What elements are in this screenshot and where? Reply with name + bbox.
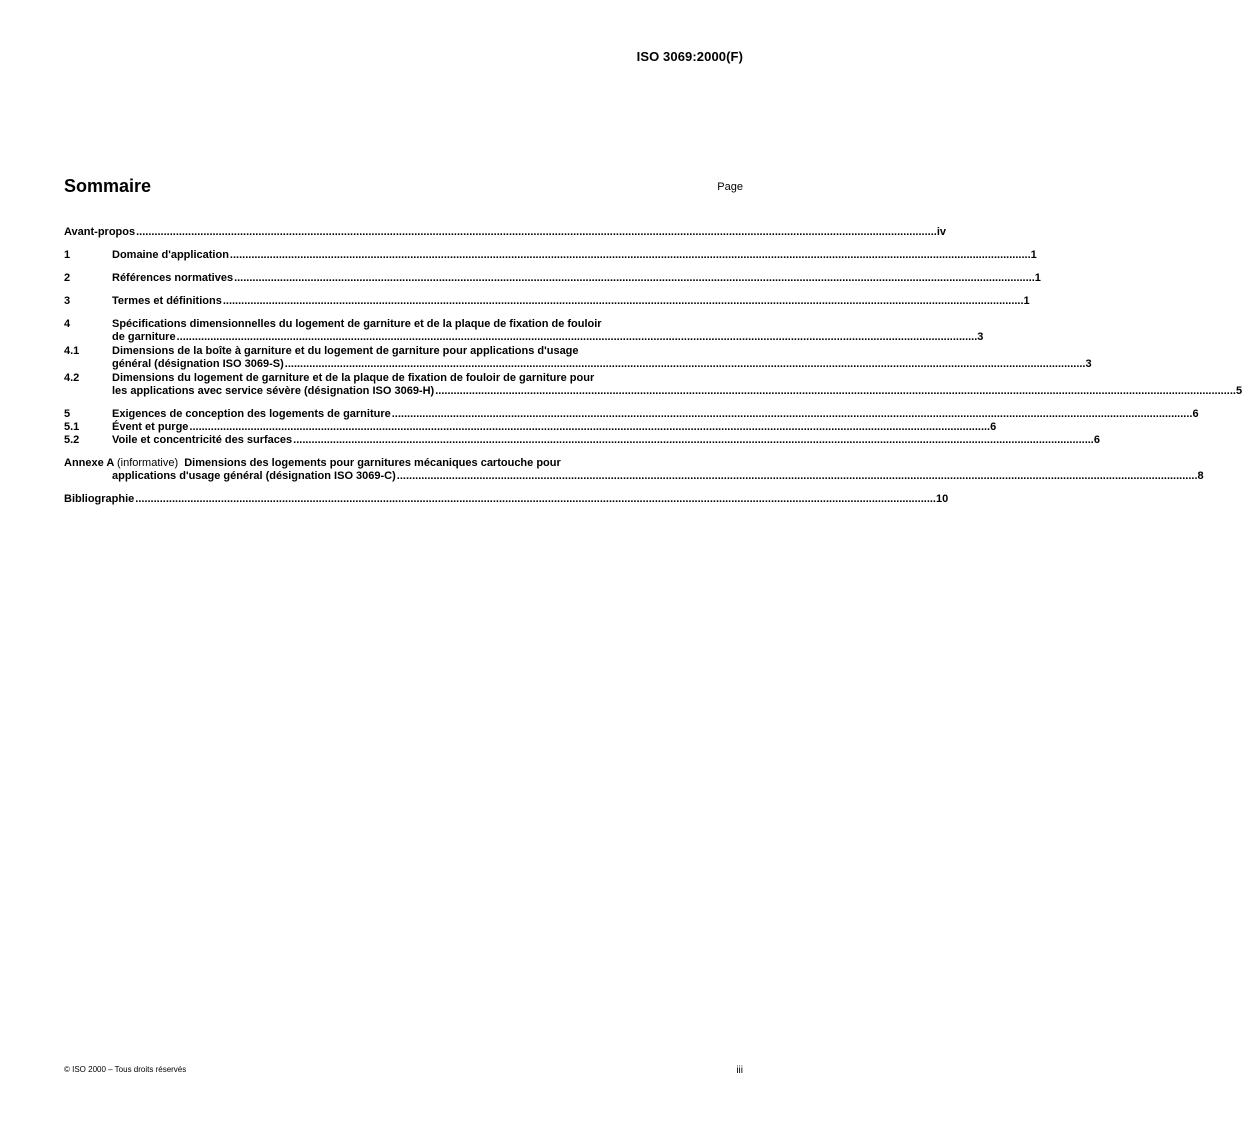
toc-entry-1[interactable] [64,249,1037,262]
leader-dots [136,226,937,239]
leader-dots [230,249,1031,262]
leader-dots [293,434,1094,447]
leader-dots [189,421,990,434]
toc-entry-number: 4.1 [64,345,80,357]
toc-entry-4-1[interactable] [64,345,1092,371]
toc-entry-page: 3 [1085,358,1092,370]
toc-entry-page: 10 [936,493,949,505]
toc-entry-number: 1 [64,249,71,261]
leader-dots [223,295,1024,308]
copyright-footer: © ISO 2000 – Tous droits réservés [64,1065,187,1074]
annex-kind: (informative) [116,457,179,469]
toc-entry-text: Références normatives [112,272,234,284]
annex-label: Annexe A [64,457,114,469]
toc-entry-page: 3 [977,331,984,343]
toc-entry-text: Voile et concentricité des surfaces [112,434,293,446]
toc-entry-text-continued: les applications avec service sévère (désignation ISO 3069-H) [112,385,435,397]
annex-title: Dimensions des logements pour garnitures mécaniques cartouche pour [184,457,561,469]
toc-entry-2[interactable] [64,272,1041,285]
toc-entry-text: Termes et définitions [112,295,222,307]
page-column-label: Page [717,181,743,193]
toc-entry-text-continued: de garniture [112,331,176,343]
leader-dots [435,385,1236,398]
toc-entry-page: iv [936,226,946,238]
toc-entry-number: 5 [64,408,71,420]
leader-dots [234,272,1035,285]
toc-entry-number: 5.1 [64,421,80,433]
toc-entry-number: 3 [64,295,71,307]
toc-entry-text: Domaine d'application [112,249,229,261]
toc-entry-text: Spécifications dimensionnelles du logement de garniture et de la plaque de fixation de fouloir [112,318,602,330]
toc-entry-page: 6 [990,421,997,433]
toc-entry-page: 5 [1235,385,1242,397]
document-id-header: ISO 3069:2000(F) [636,49,743,64]
toc-entry-text: Dimensions du logement de garniture et de la plaque de fixation de fouloir de garniture pour [112,372,595,384]
page-number: iii [736,1065,743,1076]
toc-entry-text-continued: général (désignation ISO 3069-S) [112,358,284,370]
toc-entry-text-continued: applications d'usage général (désignation ISO 3069-C) [112,470,396,482]
toc-entry-text: Avant-propos [64,226,136,238]
toc-entry-annex-a[interactable] [64,457,1204,483]
toc-entry-page: 1 [1023,295,1030,307]
toc-entry-5-2[interactable] [64,434,1100,447]
toc-entry-number: 2 [64,272,71,284]
toc-entry-text: Exigences de conception des logements de garniture [112,408,391,420]
toc-entry-5-1[interactable] [64,421,997,434]
toc-entry-3[interactable] [64,295,1030,308]
toc-entry-bibliographie[interactable] [64,493,949,506]
leader-dots [135,493,936,506]
toc-entry-page: 6 [1093,434,1100,446]
toc-entry-number: 4.2 [64,372,80,384]
toc-entry-page: 8 [1197,470,1204,482]
toc-entry-page: 1 [1030,249,1037,261]
toc-entry-page: 1 [1034,272,1041,284]
table-of-contents [64,226,1242,505]
toc-entry-4[interactable] [64,318,984,344]
toc-entry-text: Bibliographie [64,493,135,505]
toc-entry-text: Évent et purge [112,421,189,433]
leader-dots [177,331,978,344]
leader-dots [285,358,1086,371]
toc-entry-avant-propos[interactable] [64,226,946,239]
leader-dots [392,408,1193,421]
toc-entry-5[interactable] [64,408,1199,421]
leader-dots [397,470,1198,483]
toc-title: Sommaire [64,176,152,196]
toc-entry-page: 6 [1192,408,1199,420]
toc-entry-text: Dimensions de la boîte à garniture et du logement de garniture pour applications d'usage [112,345,579,357]
toc-entry-number: 5.2 [64,434,80,446]
toc-entry-4-2[interactable] [64,372,1242,398]
toc-entry-number: 4 [64,318,71,330]
